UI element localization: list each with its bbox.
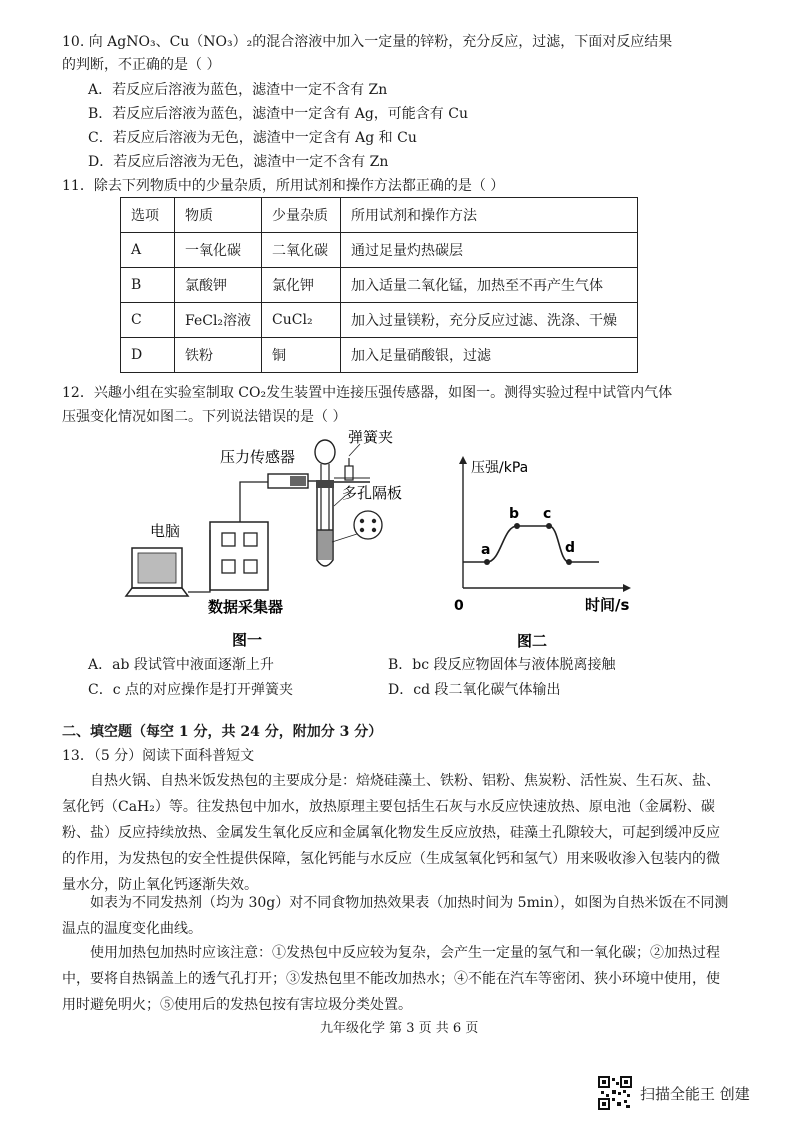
y-axis-label: 压强/kPa [471,460,529,476]
point-c-marker [546,523,552,529]
page-footer: 九年级化学 第 3 页 共 6 页 [320,1021,479,1036]
point-a-marker [484,559,490,565]
table-cell: 铁粉 [175,338,262,373]
y-axis [459,456,467,588]
table-cell: B [121,268,175,303]
label-data-collector: 数据采集器 [208,598,284,616]
q10-option-b: B．若反应后溶液为蓝色，滤渣中一定含有 Ag，可能含有 Cu [88,106,468,122]
porous-plate-icon [332,511,382,542]
spring-clamp-icon [334,458,370,482]
point-c-label: c [543,506,552,522]
q12-option-d: D．cd 段二氧化碳气体输出 [388,682,561,698]
qr-code-icon [598,1076,632,1110]
table-cell: A [121,233,175,268]
figure2-caption: 图二 [517,632,548,650]
table-cell: 铜 [262,338,341,373]
table-row [121,303,638,338]
table-cell: CuCl₂ [262,303,341,338]
table-header: 所用试剂和操作方法 [341,198,638,233]
q10-stem-line2: 的判断，不正确的是（ ） [62,57,221,73]
q10-option-c: C．若反应后溶液为无色，滤渣中一定含有 Ag 和 Cu [88,130,417,146]
q11-stem: 11．除去下列物质中的少量杂质，所用试剂和操作方法都正确的是（ ） [62,178,505,194]
table-cell: D [121,338,175,373]
q12-option-c: C．c 点的对应操作是打开弹簧夹 [88,682,294,698]
table-header-row [121,198,638,233]
origin-label: 0 [454,598,464,614]
table-row [121,338,638,373]
q13-stem: 13．（5 分）阅读下面科普短文 [62,748,255,764]
section2-title: 二、填空题（每空 1 分，共 24 分，附加分 3 分） [62,724,383,740]
table-cell: 加入足量硝酸银，过滤 [341,338,638,373]
label-pressure-sensor: 压力传感器 [220,448,296,466]
q12-stem-line2: 压强变化情况如图二。下列说法错误的是（ ） [62,409,347,425]
q11-table [120,197,638,373]
q10-option-d: D．若反应后溶液为无色，滤渣中一定不含有 Zn [88,154,389,170]
label-spring-clamp: 弹簧夹 [348,430,394,446]
table-row [121,268,638,303]
figure1-caption: 图一 [232,631,263,649]
point-d-label: d [565,540,576,556]
test-tube-icon [316,480,334,566]
q12-option-b: B．bc 段反应物固体与液体脱离接触 [388,657,616,673]
computer-icon [126,548,188,596]
q13-paragraph-2: 如表为不同发热剂（均为 30g）对不同食物加热效果表（加热时间为 5min），如图为自热米饭在不同测温点的温度变化曲线。 [62,895,729,937]
x-axis-label: 时间/s [585,596,630,614]
q13-paragraph-3: 使用加热包加热时应该注意：①发热包中反应较为复杂，会产生一定量的氢气和一氧化碳；②加热过程中，要将自热锅盖上的透气孔打开；③发热包里不能改加热水；④不能在汽车等密闭、狭小环境中使用，使用时避免明火；⑤使用后的发热包按有害垃圾分类处置。 [62,945,720,1013]
table-header: 少量杂质 [262,198,341,233]
table-cell: C [121,303,175,338]
point-b-label: b [509,506,520,522]
table-cell: 氯化钾 [262,268,341,303]
label-porous-plate: 多孔隔板 [342,484,403,502]
pressure-curve-figure [445,450,645,655]
table-header: 物质 [175,198,262,233]
x-axis [463,584,631,592]
table-cell: 加入过量镁粉，充分反应过滤、洗涤、干燥 [341,303,638,338]
label-computer: 电脑 [150,522,181,540]
q13-paragraph-1: 自热火锅、自热米饭发热包的主要成分是：焙烧硅藻土、铁粉、铝粉、焦炭粉、活性炭、生石灰、盐、氢化钙（CaH₂）等。往发热包中加水，放热原理主要包括生石灰与水反应快速放热、原电池（金属粉、碳粉、盐）反应持续放热、金属发生氧化反应和金属氧化物发生反应放热，硅藻土孔隙较大，可起到缓冲反应的作用，为发热包的安全性提供保障，氢化钙能与水反应（生成氢氧化钙和氢气）用来吸收渗入包装内的微量水分，防止氧化钙逐渐失效。 [62,773,720,893]
table-cell: 二氧化碳 [262,233,341,268]
q12-option-a: A．ab 段试管中液面逐渐上升 [88,657,274,673]
table-header: 选项 [121,198,175,233]
point-a-label: a [481,542,491,558]
table-cell: 通过足量灼热碳层 [341,233,638,268]
data-collector-icon [210,522,268,590]
q10-option-a: A．若反应后溶液为蓝色，滤渣中一定不含有 Zn [88,82,388,98]
q12-stem-line1: 12．兴趣小组在实验室制取 CO₂发生装置中连接压强传感器，如图一。测得实验过程中试管内气体 [62,385,673,401]
pressure-sensor-icon [268,474,324,488]
scanner-brand-text: 扫描全能王 创建 [640,1085,750,1103]
apparatus-figure [120,430,450,655]
table-row [121,233,638,268]
q10-stem-line1: 10. 向 AgNO₃、Cu（NO₃）₂的混合溶液中加入一定量的锌粉，充分反应，过滤，下面对反应结果 [62,34,673,50]
table-cell: 氯酸钾 [175,268,262,303]
point-b-marker [514,523,520,529]
point-d-marker [566,559,572,565]
table-cell: FeCl₂溶液 [175,303,262,338]
table-cell: 加入适量二氧化锰，加热至不再产生气体 [341,268,638,303]
table-cell: 一氧化碳 [175,233,262,268]
